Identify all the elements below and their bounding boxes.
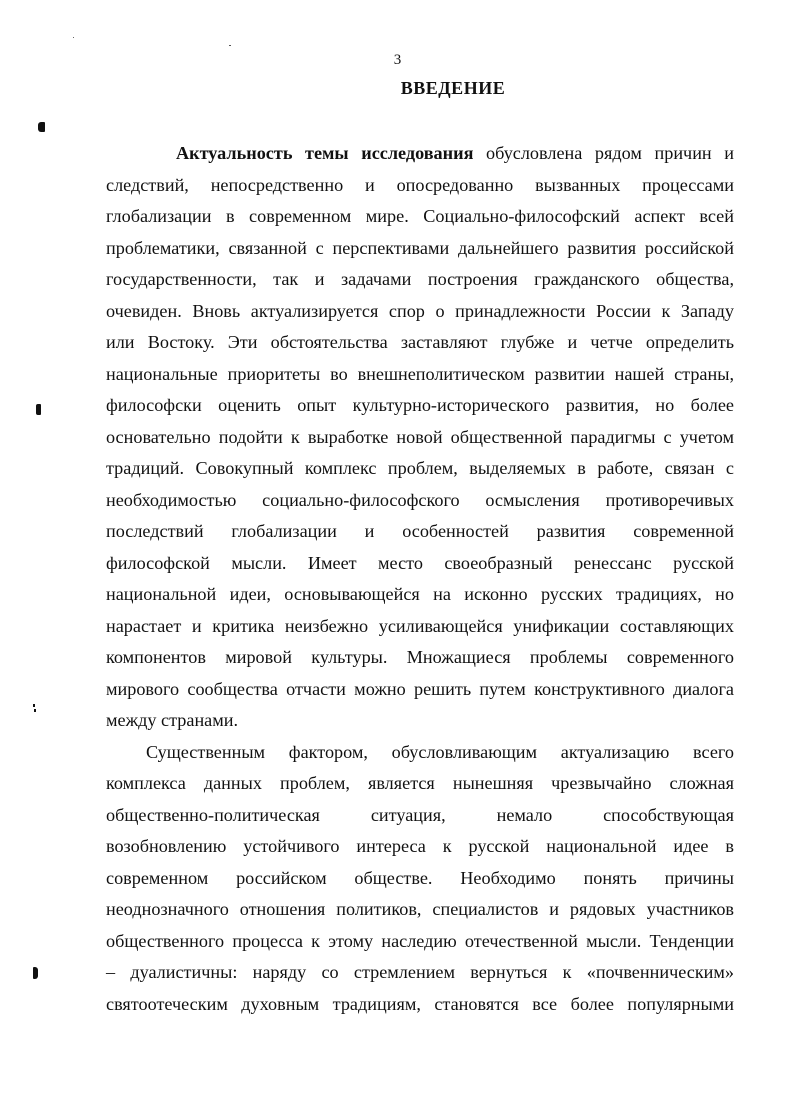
paragraph-line: современном российском обществе. Необходимо понять причины <box>106 867 734 888</box>
paragraph-line: или Востоку. Эти обстоятельства заставляют глубже и четче определить <box>106 332 734 352</box>
paragraph-line: необходимостью социально-философского осмысления противоречивых <box>106 489 734 510</box>
scan-speck <box>34 709 36 712</box>
paragraph-line: между странами. <box>106 710 239 730</box>
paragraph-line: комплекса данных проблем, является нынешняя чрезвычайно сложная <box>106 773 734 793</box>
paragraph-line: философски оценить опыт культурно-исторического развития, но более <box>106 395 734 415</box>
paragraph-line: возобновлению устойчивого интереса к русской национальной идее в <box>106 836 734 856</box>
scan-speck <box>229 45 231 46</box>
paragraph-line: последствий глобализации и особенностей развития современной <box>106 521 734 541</box>
paragraph-line: общественно-политическая ситуация, немало способствующая <box>106 804 734 825</box>
paragraph-line: нарастает и критика неизбежно усиливающейся унификации составляющих <box>106 615 734 636</box>
paragraph-line: неоднозначного отношения политиков, специалистов и рядовых участников <box>106 899 734 919</box>
paragraph-line <box>106 138 734 170</box>
paragraph-line: основательно подойти к выработке новой общественной парадигмы с учетом <box>106 426 734 447</box>
paragraph-line: общественного процесса к этому наследию отечественной мысли. Тенденции <box>106 930 734 951</box>
page-number: 3 <box>393 52 402 68</box>
document-body <box>106 138 734 1020</box>
paragraph-line: национальные приоритеты во внешнеполитическом развитии нашей страны, <box>106 363 734 384</box>
section-heading: ВВЕДЕНИЕ <box>400 78 506 98</box>
paragraph-line: государственности, так и задачами построения гражданского общества, <box>106 269 734 289</box>
paragraph-line: проблематики, связанной с перспективами дальнейшего развития российской <box>106 237 734 258</box>
scan-speck <box>73 37 74 38</box>
binding-hole-mark <box>38 122 45 132</box>
paragraph-line: философской мысли. Имеет место своеобразный ренессанс русской <box>106 552 734 573</box>
paragraph-line: очевиден. Вновь актуализируется спор о принадлежности России к Западу <box>106 300 734 321</box>
binding-hole-mark <box>33 967 38 979</box>
paragraph-line: национальной идеи, основывающейся на исконно русских традициях, но <box>106 584 734 604</box>
paragraph-line: – дуалистичны: наряду со стремлением вернуться к «почвенническим» <box>106 962 734 982</box>
paragraph-line: компонентов мировой культуры. Множащиеся проблемы современного <box>106 647 734 667</box>
paragraph-line: глобализации в современном мире. Социально-философский аспект всей <box>106 206 734 226</box>
paragraph-line: мирового сообщества отчасти можно решить путем конструктивного диалога <box>106 678 734 699</box>
paragraph-line: святоотеческим духовным традициям, становятся все более популярными <box>106 993 734 1014</box>
topic-relevance-lead: Актуальность темы исследования <box>176 143 474 163</box>
paragraph-line: следствий, непосредственно и опосредованно вызванных процессами <box>106 174 734 195</box>
paragraph-line: традиций. Совокупный комплекс проблем, выделяемых в работе, связан с <box>106 458 734 478</box>
paragraph-line: Существенным фактором, обусловливающим актуализацию всего <box>146 741 734 762</box>
scan-speck <box>33 704 35 707</box>
binding-hole-mark <box>36 404 41 415</box>
paragraph-text: обусловлена рядом причин и <box>473 143 734 163</box>
